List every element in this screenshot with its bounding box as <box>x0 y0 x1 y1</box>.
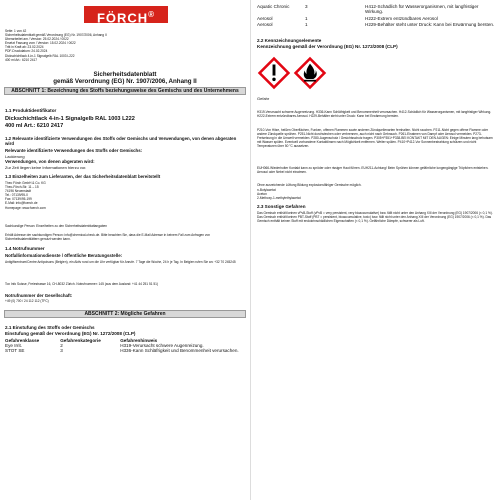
section-2-1-heading: 2.1 Einstufung des Stoffs oder Gemischs <box>5 325 95 330</box>
meta-line: Überarbeitet am / Version: 25.02.2024 / 0022 <box>5 37 69 42</box>
section-1-1-heading: 1.1 Produktidentifikator <box>5 108 57 113</box>
company-emergency-number: +49 (0) 700 / 24 112 112 (TFC) <box>5 299 49 303</box>
components-intro: Ohne ausreichende Lüftung Bildung explosionsfähiger Gemische möglich. <box>257 183 362 187</box>
section-1-2-advised-against-subheading: Verwendungen, von denen abgeraten wird: <box>5 159 95 164</box>
euh-statements: EUH066-Wiederholter Kontakt kann zu spröder oder rissiger Haut führen. EUH211-Achtung! Beim Sprühen können gefährliche lungengängige Tröpfchen entstehen. Aerosol oder Nebel nicht einatmen. <box>257 166 489 175</box>
section-1-2-uses-subheading: Relevante identifizierte Verwendungen des Stoffs oder Gemischs: <box>5 148 143 153</box>
section-1-4-heading: 1.4 Notrufnummer <box>5 246 45 251</box>
table-row: Eye Irrit. 2 H319-Verursacht schwere Augenreizung. <box>5 343 204 348</box>
expert-line: Sachkundige Person: Einzelheiten zu den Sicherheitsdatenblattangaben <box>5 224 108 228</box>
section-1-3-heading: 1.3 Einzelheiten zum Lieferanten, der das Sicherheitsdatenblatt bereitstellt <box>5 174 161 179</box>
supplier-email: E-Mail: info@foerch.de <box>5 201 38 206</box>
section-2-bar: ABSCHNITT 2: Mögliche Gefahren <box>4 310 246 318</box>
section-2-3-heading: 2.3 Sonstige Gefahren <box>257 204 306 209</box>
table-header-row: Gefahrenklasse Gefahrenkategorie Gefahrenhinweis <box>5 338 158 343</box>
email-note: Erhält Adresse der sachkundigen Person: info@chemical-check.de. Bitte beachten Sie, dass die E-Mail Adresse in keinem Fall zum Anfragen von Sicherheitsdatenblättern genutzt werden kann. <box>5 233 211 242</box>
supplier-homepage: Homepage: www.foerch.com <box>5 205 46 210</box>
supplier-address: Theo Förch GmbH & Co. KG Theo-Förch-Str. 11 – 15 74196 Neuenstadt Tel.: 07139/95-0 Fax: 07139/95-199 E-Mail: info@foerch.de Homepage: www.foerch.com <box>5 181 245 210</box>
meta-line: Tritt in Kraft ab: 23.02.2024 <box>5 45 44 50</box>
components-list <box>257 188 495 200</box>
section-1-2-advised-against-text: Zur Zeit liegen keine Informationen hierzu vor. <box>5 165 87 170</box>
company-emergency-subheading: Notrufnummer der Gesellschaft: <box>5 293 73 298</box>
right-page: Aquatic Chronic 3 H412-Schädlich für Wasserorganismen, mit langfristiger Wirkung. Aerosol 1 H222-Extrem entzündbares Aerosol Aerosol 1 H229-Behälter steht unter Druck: Kann bei Erwärmung bersten. 2.2 Kennzeichnungselemente Kennzeichnung gemäß der Verordnung (EG) Nr. 1272/2008 (CLP) Gefahr H319-Verursacht schwere Augenreizung. H336-Kann Schläfrigkeit und Benommenheit verursachen. H412-Schädlich für Wasserorganismen, mit langfristiger Wirkung. H222-Extrem entzündbares Aerosol. H229-Behälter steht unter Druck: Kann bei Erwärmung bersten. P210-Von Hitze, heißen Oberflächen, Funken, offenen Flammen sowie anderen Zündquellenarten fernhalten. Nicht rauchen. P211-Nicht gegen offene Flamme oder andere Zündquelle sprühen. P251-Nicht durchstechen oder verbrennen, auch nicht nach Gebrauch. P261-Einatmen von Dampf oder Aerosol vermeiden. P273-Freisetzung in die Umwelt vermeiden. P280-Augenschutz / Gesichtsschutz tragen. P305+P351+P338-BEI KONTAKT MIT DEN AUGEN: Einige Minuten lang behutsam mit Wasser spülen. Eventuell vorhandene Kontaktlinsen nach Möglichkeit entfernen. Weiter spülen. P410+P412-Vor Sonnenbestrahlung schützen und nicht Temperaturen über 50 °C aussetzen. EUH066-Wiederholter Kontakt kann zu spröder oder rissiger Haut führen. EUH211-Achtung! Beim Sprühen können gefährliche lungengängige Tröpfchen entstehen. Aerosol oder Nebel nicht einatmen. Ohne ausreichende Lüftung Bildung explosionsfähiger Gemische möglich. n-Butylacetat Aceton 2-Methoxy-1-methylethylacetat 2.3 Sonstige Gefahren Das Gemisch enthält keinen vPvB-Stoff (vPvB = very persistent, very bioaccumulative) bzw. fällt nicht unter den Anhang XIII der Verordnung (EG) 1907/2006 (< 0,1 %). Das Gemisch enthält keinen PBT-Stoff (PBT = persistent, bioaccumulative, toxic) bzw. fällt nicht unter den Anhang XIII der Verordnung (EG) 1907/2006 (< 0,1 %). Das Gemisch enthält keinen Stoff mit endokrinschädlichen Eigenschaften (< 0,1 %). Gefährliche Dämpfe, schwerer als Luft. <box>250 0 500 500</box>
emergency-text-switzerland: Tox Info Suisse, Freiestrasse 16, CH-8032 Zürich. Notrufnummer: 145 (aus dem Ausland: +41 44 251 51 51) <box>5 282 158 286</box>
ghs07-exclamation-icon <box>257 56 291 90</box>
document-title: Sicherheitsdatenblatt gemäß Verordnung (EG) Nr. 1907/2006, Anhang II <box>53 71 197 85</box>
meta-line: 400 ml Art.: 6210 2417 <box>5 57 38 62</box>
section-1-2-heading: 1.2 Relevante identifizierte Verwendungen des Stoffs oder Gemischs und Verwendungen, von denen abgeraten wird <box>5 136 237 147</box>
section-2-2-heading: 2.2 Kennzeichnungselemente <box>257 38 322 43</box>
meta-line: Seite: 1 von 42 <box>5 29 27 33</box>
emergency-text-belgium: Antigiftzentrum/Centre Antipoisons (Belgien), ein Aktiv rund um die Uhr verfügbar für Anrufe. 7 Tage die Woche, 24 h je Tag. In Belgien rufen Sie an: +32 70 245245 <box>5 260 236 264</box>
meta-line: Dickschichtlack 4-in-1 Signalgelb RAL 1003 L222 <box>5 53 75 58</box>
signal-word: Gefahr <box>257 96 270 101</box>
section-1-bar: ABSCHNITT 1: Bezeichnung des Stoffs beziehungsweise des Gemischs und des Unternehmens <box>4 87 246 95</box>
meta-line: Ersetzt Fassung vom / Version: 15.02.2024 / 0022 <box>5 41 76 46</box>
classification-table <box>5 338 245 353</box>
document-meta <box>5 29 245 62</box>
ghs02-flame-icon <box>293 56 327 90</box>
section-2-3-text: Das Gemisch enthält keinen vPvB-Stoff (vPvB = very persistent, very bioaccumulative) bzw. fällt nicht unter den Anhang XIII der Verordnung (EG) 1907/2006 (< 0,1 %). Das Gemisch enthält keinen PBT-Stoff (PBT = persistent, bioaccumulative, toxic) bzw. fällt nicht unter den Anhang XIII der Verordnung (EG) 1907/2006 (< 0,1 %). Das Gemisch enthält keinen Stoff mit endokrinschädlichen Eigenschaften (< 0,1 %). Gefährliche Dämpfe, schwerer als Luft. <box>257 211 493 224</box>
meta-line: PDF-Druckdatum: 24.02.2024 <box>5 49 48 54</box>
section-2-2-subheading: Kennzeichnung gemäß der Verordnung (EG) Nr. 1272/2008 (CLP) <box>257 44 398 49</box>
section-1-2-uses-text: Lackierung <box>5 154 25 159</box>
list-item: n-Butylacetat <box>257 188 276 192</box>
list-item: Aceton <box>257 192 267 197</box>
meta-line: Sicherheitsdatenblatt gemäß Verordnung (EG) Nr. 1907/2006, Anhang II <box>5 33 107 38</box>
hazard-statements: H319-Verursacht schwere Augenreizung. H336-Kann Schläfrigkeit und Benommenheit verursachen. H412-Schädlich für Wasserorganismen, mit langfristiger Wirkung. H222-Extrem entzündbares Aerosol. H229-Behälter steht unter Druck: Kann bei Erwärmung bersten. <box>257 110 492 119</box>
emergency-subheading: Notfallinformationsdienste / öffentliche Beratungsstelle: <box>5 253 123 258</box>
precautionary-statements: P210-Von Hitze, heißen Oberflächen, Funken, offenen Flammen sowie anderen Zündquellenarten fernhalten. Nicht rauchen. P211-Nicht gegen offene Flamme oder andere Zündquelle sprühen. P251-Nicht durchstechen oder verbrennen, auch nicht nach Gebrauch. P261-Einatmen von Dampf oder Aerosol vermeiden. P273-Freisetzung in die Umwelt vermeiden. P280-Augenschutz / Gesichtsschutz tragen. P305+P351+P338-BEI KONTAKT MIT DEN AUGEN: Einige Minuten lang behutsam mit Wasser spülen. Eventuell vorhandene Kontaktlinsen nach Möglichkeit entfernen. Weiter spülen. P410+P412-Vor Sonnenbestrahlung schützen und nicht Temperaturen über 50 °C aussetzen. <box>257 128 493 149</box>
list-item: 2-Methoxy-1-methylethylacetat <box>257 196 301 201</box>
foerch-logo: FÖRCH® <box>84 6 168 23</box>
table-row: STOT SE 3 H336-Kann Schläfrigkeit und Benommenheit verursachen. <box>5 348 239 353</box>
product-name: Dickschichtlack 4-in-1 Signalgelb RAL 1003 L222 400 ml Art.: 6210 2417 <box>5 116 135 129</box>
section-2-1-subheading: Einstufung gemäß der Verordnung (EG) Nr. 1272/2008 (CLP) <box>5 331 136 336</box>
